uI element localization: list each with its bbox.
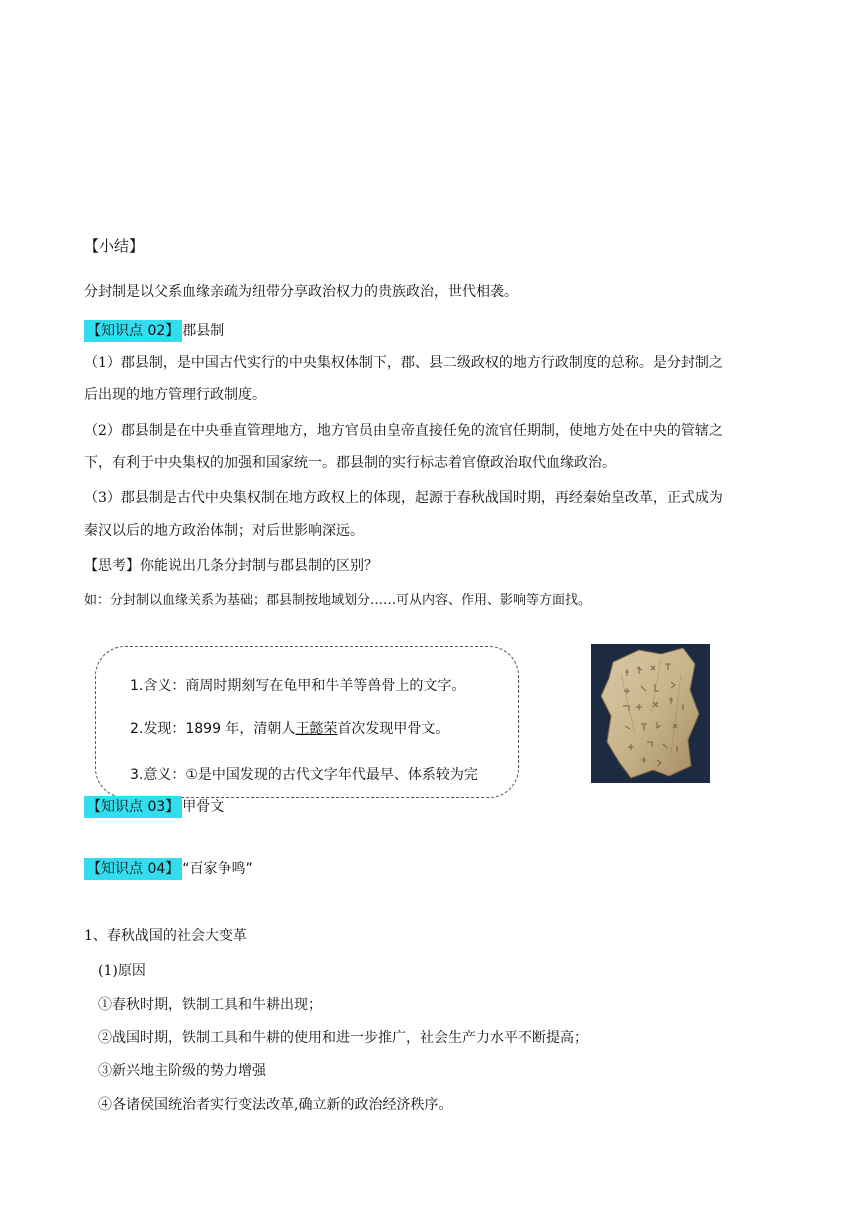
wang-yirong: 王懿荣: [295, 721, 338, 737]
kp02-p1a: （1）郡县制，是中国古代实行的中央集权体制下，郡、县二级政权的地方行政制度的总称。是分封制之: [84, 355, 723, 371]
think-tag: 【思考】: [84, 558, 140, 574]
kp03-title: 甲骨文: [182, 799, 225, 815]
kp04-section-1: 1、春秋战国的社会大变革: [84, 928, 247, 944]
think-question: [84, 556, 378, 576]
kp03-tag: 【知识点 03】: [84, 796, 182, 818]
kp04-heading: [84, 858, 253, 880]
oracle-bone-callout: [95, 646, 519, 798]
callout-line-1: 1.含义：商周时期刻写在龟甲和牛羊等兽骨上的文字。: [130, 678, 466, 694]
kp04-cause-3: ③新兴地主阶级的势力增强: [98, 1063, 266, 1079]
kp04-cause-2: ②战国时期，铁制工具和牛耕的使用和进一步推广，社会生产力水平不断提高；: [98, 1030, 588, 1046]
think-text: 你能说出几条分封制与郡县制的区别？: [140, 558, 378, 574]
kp02-p3a: （3）郡县制是古代中央集权制在地方政权上的体现，起源于春秋战国时期，再经秦始皇改革，正式成为: [84, 490, 723, 506]
kp02-p3b: 秦汉以后的地方政治体制；对后世影响深远。: [84, 523, 364, 539]
summary-heading: 【小结】: [84, 237, 145, 255]
kp02-heading: [84, 320, 224, 342]
kp02-p2b: 下，有利于中央集权的加强和国家统一。郡县制的实行标志着官僚政治取代血缘政治。: [84, 455, 616, 471]
kp04-tag: 【知识点 04】: [84, 858, 182, 880]
kp04-cause-4: ④各诸侯国统治者实行变法改革,确立新的政治经济秩序。: [98, 1097, 453, 1113]
kp04-cause-1: ①春秋时期，铁制工具和牛耕出现；: [98, 997, 322, 1013]
think-answer: 如：分封制以血缘关系为基础；郡县制按地域划分……可从内容、作用、影响等方面找。: [84, 593, 592, 608]
kp04-title: “百家争鸣”: [182, 861, 253, 877]
oracle-bone-image: [591, 644, 710, 783]
kp02-tag: 【知识点 02】: [84, 320, 182, 342]
summary-text: 分封制是以父系血缘亲疏为纽带分享政治权力的贵族政治，世代相袭。: [84, 284, 518, 300]
callout-line-3: 3.意义：①是中国发现的古代文字年代最早、体系较为完: [130, 767, 478, 783]
kp03-heading: [84, 796, 224, 818]
kp02-p2a: （2）郡县制是在中央垂直管理地方，地方官员由皇帝直接任免的流官任期制，使地方处在中央的管辖之: [84, 423, 723, 439]
kp02-title: 郡县制: [182, 323, 225, 339]
callout-line-2: 2.发现：1899 年，清朝人王懿荣首次发现甲骨文。: [130, 721, 450, 737]
kp02-p1b: 后出现的地方管理行政制度。: [84, 387, 266, 403]
kp04-causes-heading: (1)原因: [98, 963, 146, 979]
